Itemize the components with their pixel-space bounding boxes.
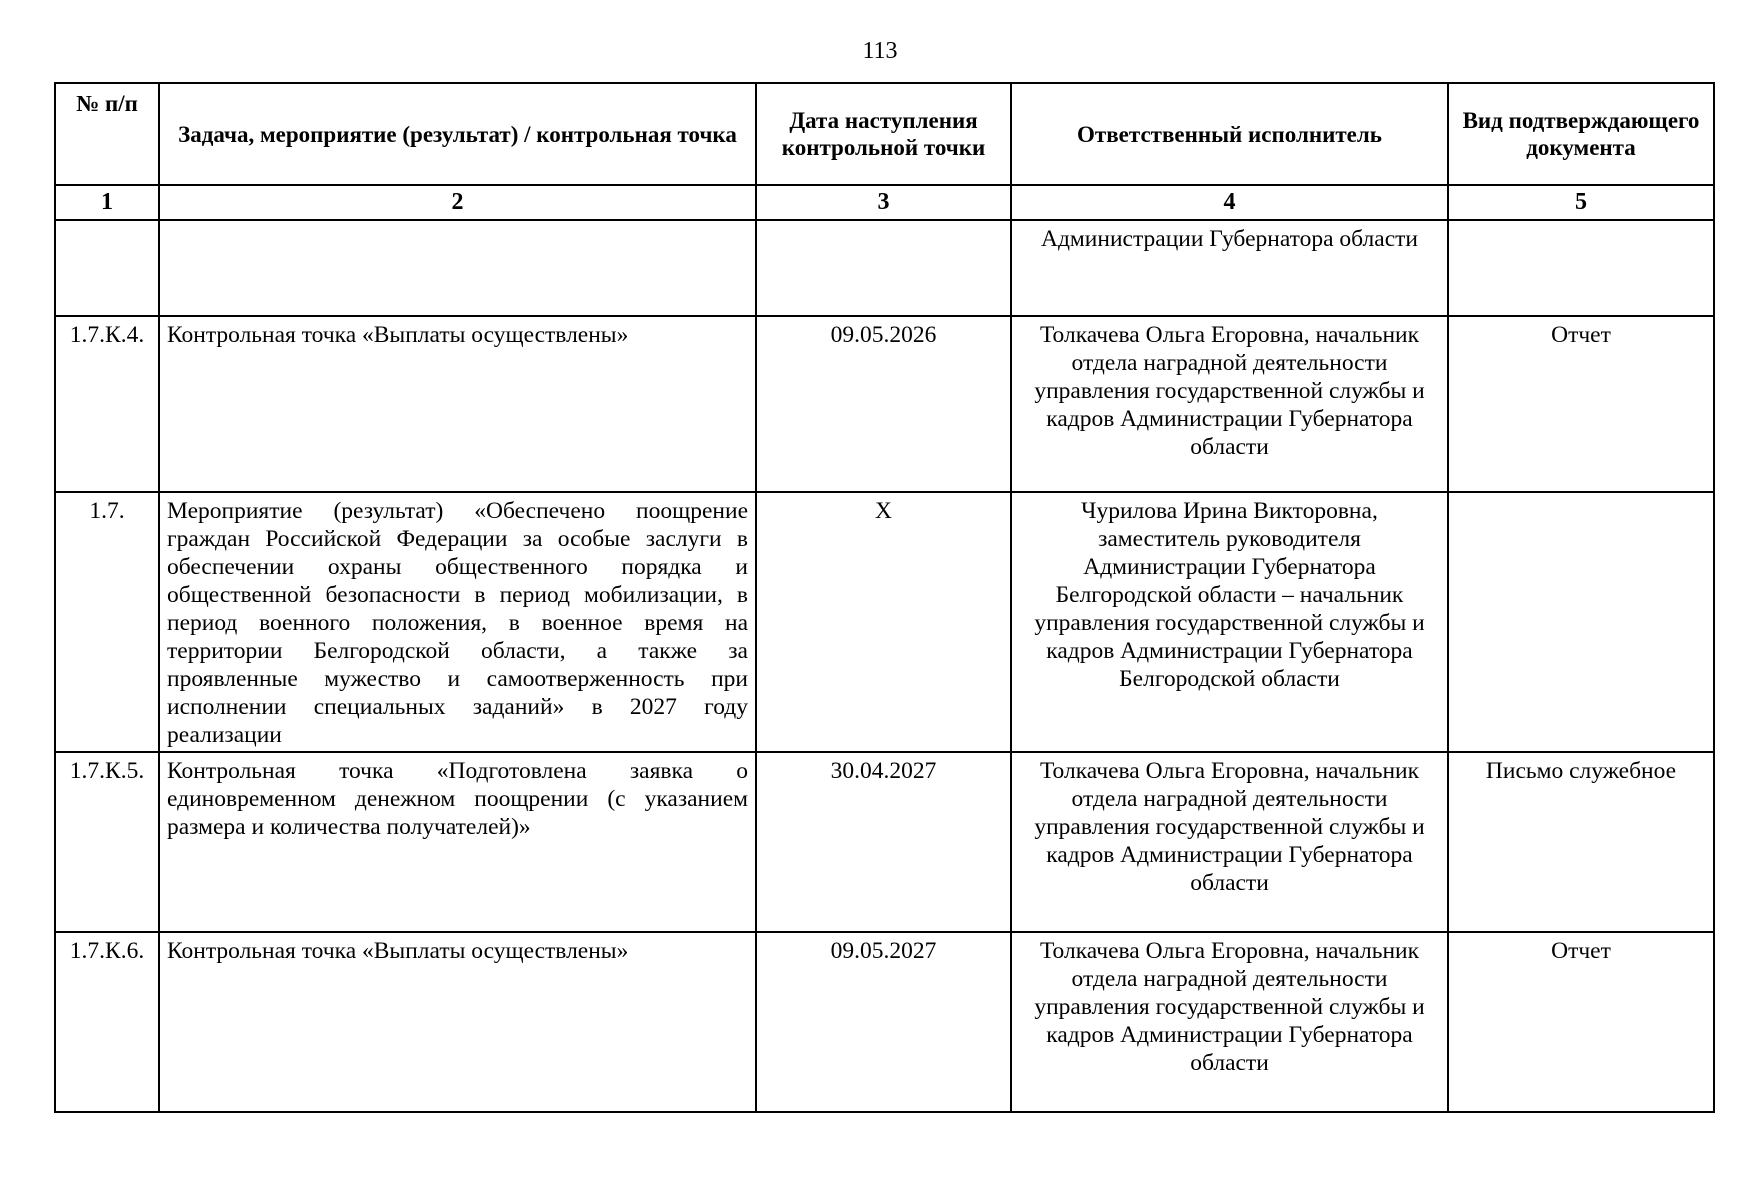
row-number [55,220,159,316]
row-number: 1.7.К.4. [55,316,159,492]
row-executor: Чурилова Ирина Викторовна, заместитель руководителя Администрации Губернатора Белгородской области – начальник управления государственной службы и кадров Администрации Губернатора Белгородской области [1011,492,1448,752]
row-task: Контрольная точка «Подготовлена заявка о единовременном денежном поощрении (с указанием размера и количества получателей)» [159,752,756,932]
row-executor: Администрации Губернатора области [1011,220,1448,316]
header-date: Дата наступления контрольной точки [756,83,1011,185]
row-task: Контрольная точка «Выплаты осуществлены» [159,316,756,492]
column-number: 3 [756,185,1011,220]
row-document [1448,492,1714,752]
row-executor: Толкачева Ольга Егоровна, начальник отдела наградной деятельности управления государственной службы и кадров Администрации Губернатора области [1011,316,1448,492]
page-number: 113 [862,38,898,64]
column-number: 1 [55,185,159,220]
row-date: Х [756,492,1011,752]
row-task [159,220,756,316]
header-document: Вид подтверждающего документа [1448,83,1714,185]
row-number: 1.7.К.5. [55,752,159,932]
row-document: Письмо служебное [1448,752,1714,932]
header-number: № п/п [55,83,159,185]
row-date: 09.05.2026 [756,316,1011,492]
header-executor: Ответственный исполнитель [1011,83,1448,185]
column-number: 2 [159,185,756,220]
table-row [55,492,1714,752]
row-date [756,220,1011,316]
column-number-row [55,185,1714,220]
row-executor: Толкачева Ольга Егоровна, начальник отдела наградной деятельности управления государственной службы и кадров Администрации Губернатора области [1011,932,1448,1112]
control-points-table [54,82,1715,1113]
row-executor: Толкачева Ольга Егоровна, начальник отдела наградной деятельности управления государственной службы и кадров Администрации Губернатора области [1011,752,1448,932]
row-task: Контрольная точка «Выплаты осуществлены» [159,932,756,1112]
column-number: 5 [1448,185,1714,220]
table-row [55,316,1714,492]
column-number: 4 [1011,185,1448,220]
table-row [55,752,1714,932]
row-number: 1.7. [55,492,159,752]
table-row [55,220,1714,316]
row-number: 1.7.К.6. [55,932,159,1112]
table-row [55,932,1714,1112]
table-header-row [55,83,1714,185]
row-document [1448,220,1714,316]
row-document: Отчет [1448,932,1714,1112]
row-date: 09.05.2027 [756,932,1011,1112]
row-document: Отчет [1448,316,1714,492]
row-date: 30.04.2027 [756,752,1011,932]
header-task: Задача, мероприятие (результат) / контрольная точка [159,83,756,185]
row-task: Мероприятие (результат) «Обеспечено поощрение граждан Российской Федерации за особые заслуги в обеспечении охраны общественного порядка и общественной безопасности в период мобилизации, в период военного положения, в военное время на территории Белгородской области, а также за проявленные мужество и самоотверженность при исполнении специальных заданий» в 2027 году реализации [159,492,756,752]
